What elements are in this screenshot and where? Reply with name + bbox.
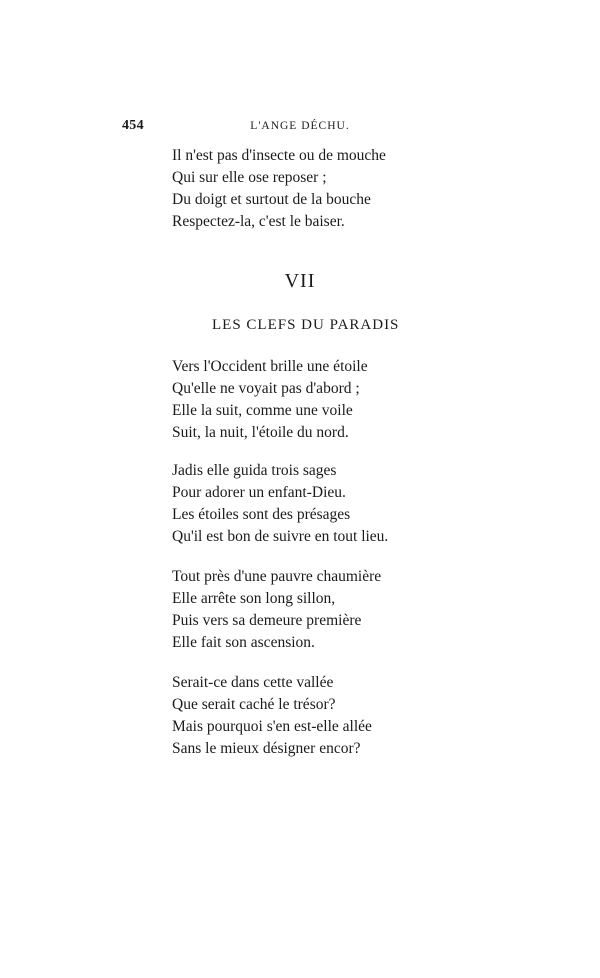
stanza-1 [172,145,386,233]
stanza-2 [172,356,368,444]
verse-line: Qu'il est bon de suivre en tout lieu. [172,528,389,545]
verse-line: Qui sur elle ose reposer ; [172,169,327,186]
stanza-3 [172,460,388,548]
section-title: LES CLEFS DU PARADIS [212,317,400,333]
verse-line: Puis vers sa demeure première [172,612,362,629]
verse-line: Elle la suit, comme une voile [172,402,353,419]
verse-line: Qu'elle ne voyait pas d'abord ; [172,380,360,397]
verse-line: Sans le mieux désigner encor? [172,740,361,757]
verse-line: Pour adorer un enfant-Dieu. [172,484,346,501]
page-number: 454 [122,118,144,133]
verse-line: Mais pourquoi s'en est-elle allée [172,718,372,735]
section-number: VII [284,270,316,292]
verse-line: Respectez-la, c'est le baiser. [172,213,345,230]
verse-line: Vers l'Occident brille une étoile [172,358,368,375]
verse-line: Il n'est pas d'insecte ou de mouche [172,147,386,164]
stanza-5 [172,672,372,760]
verse-line: Du doigt et surtout de la bouche [172,191,371,208]
verse-line: Tout près d'une pauvre chaumière [172,568,382,585]
verse-line: Suit, la nuit, l'étoile du nord. [172,424,349,441]
stanza-4 [172,566,381,654]
verse-line: Elle arrête son long sillon, [172,590,336,607]
running-title: L'ANGE DÉCHU. [250,120,350,132]
verse-line: Elle fait son ascension. [172,634,315,651]
verse-line: Jadis elle guida trois sages [172,462,337,479]
verse-line: Les étoiles sont des présages [172,506,351,523]
verse-line: Que serait caché le trésor? [172,696,336,713]
verse-line: Serait-ce dans cette vallée [172,674,334,691]
